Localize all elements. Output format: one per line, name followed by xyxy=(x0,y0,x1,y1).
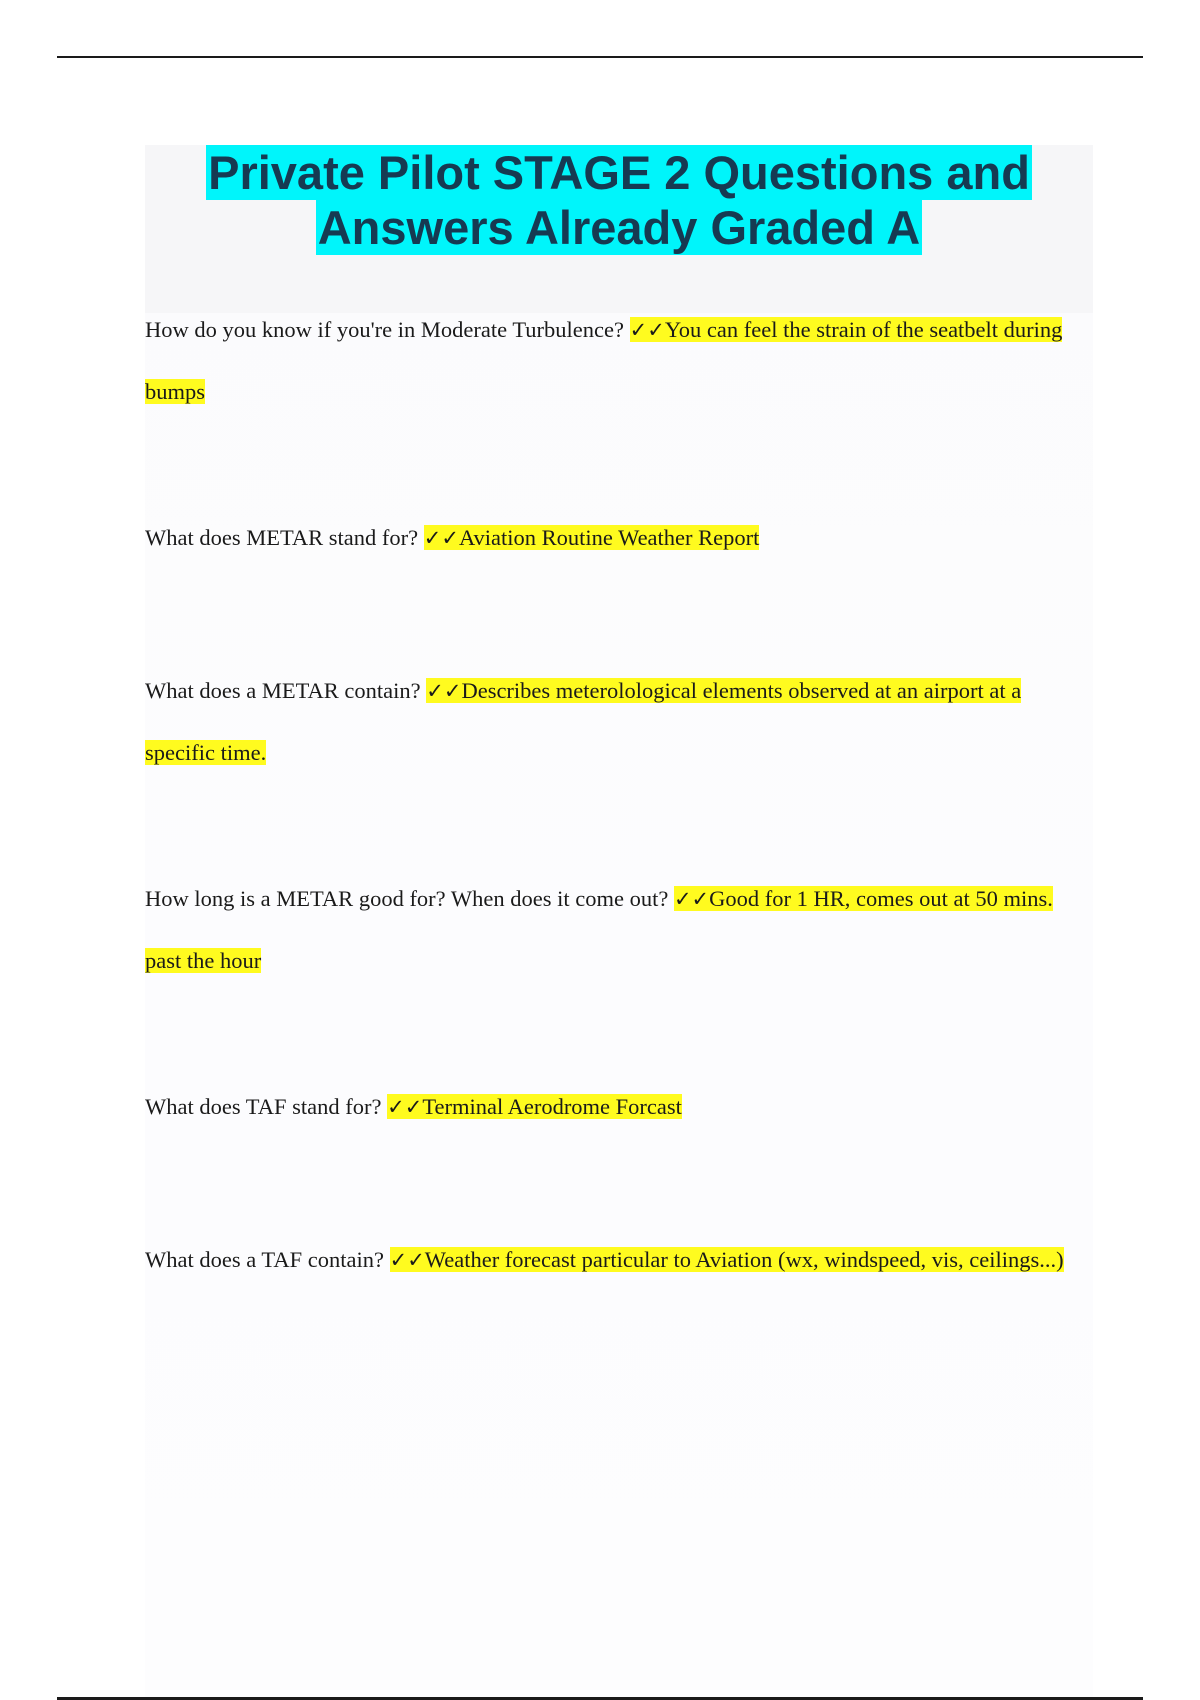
double-check-icon: ✓✓ xyxy=(387,1095,423,1119)
top-rule xyxy=(57,56,1143,58)
answer-text: Aviation Routine Weather Report xyxy=(458,525,760,550)
double-check-icon: ✓✓ xyxy=(673,887,710,911)
question-text: What does a METAR contain? xyxy=(145,678,421,703)
double-check-icon: ✓✓ xyxy=(389,1248,425,1272)
qa-item xyxy=(145,660,1085,783)
answer-text: Good for 1 HR, comes out at 50 mins. past the hour xyxy=(145,886,1053,973)
answer-text: You can feel the strain of the seatbelt during bumps xyxy=(145,317,1063,404)
answer-highlight xyxy=(424,525,760,550)
title-line-2: Answers Already Graded A xyxy=(317,201,921,254)
qa-item xyxy=(145,507,1085,569)
question-text: How long is a METAR good for? When does it come out? xyxy=(145,886,669,911)
qa-item xyxy=(145,299,1085,422)
double-check-icon: ✓✓ xyxy=(423,526,459,550)
question-text: What does TAF stand for? xyxy=(145,1094,382,1119)
page-title xyxy=(145,145,1093,255)
qa-item xyxy=(145,1229,1085,1291)
title-line-1: Private Pilot STAGE 2 Questions and xyxy=(208,146,1030,199)
answer-highlight xyxy=(387,1094,682,1119)
answer-highlight xyxy=(390,1247,1064,1272)
answer-text: Describes meterolological elements observed at an airport at a specific time. xyxy=(145,678,1022,765)
question-text: How do you know if you're in Moderate Turbulence? xyxy=(145,317,624,342)
answer-text: Weather forecast particular to Aviation (wx, windspeed, vis, ceilings...) xyxy=(424,1247,1064,1272)
qa-item xyxy=(145,868,1085,991)
title-box xyxy=(145,145,1093,313)
double-check-icon: ✓✓ xyxy=(629,318,665,342)
double-check-icon: ✓✓ xyxy=(426,679,462,703)
question-text: What does a TAF contain? xyxy=(145,1247,384,1272)
qa-item xyxy=(145,1076,1085,1138)
answer-text: Terminal Aerodrome Forcast xyxy=(422,1094,682,1119)
question-text: What does METAR stand for? xyxy=(145,525,419,550)
